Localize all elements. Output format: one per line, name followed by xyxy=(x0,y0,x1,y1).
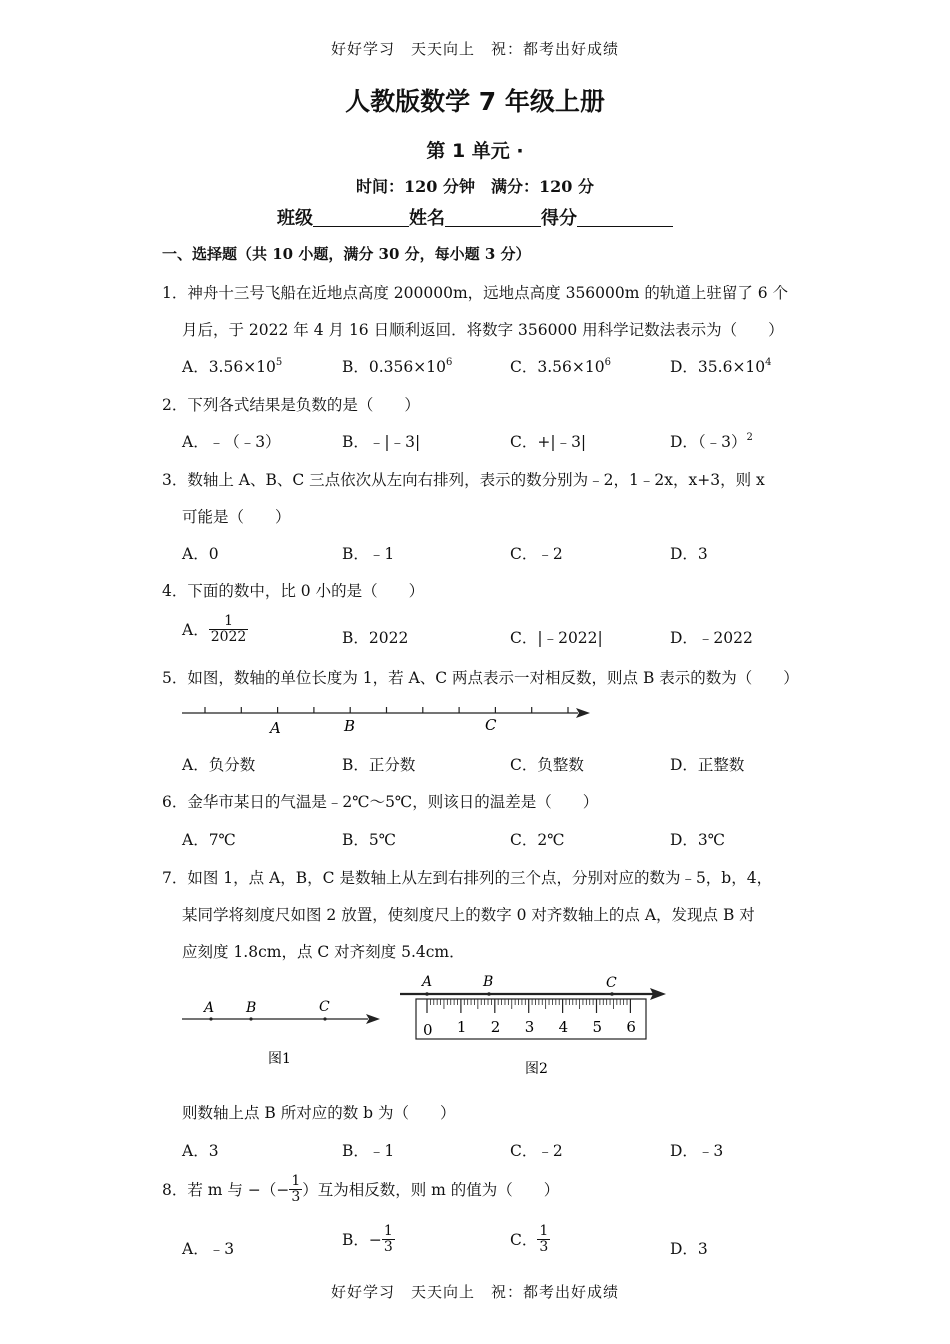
q4-option-d: D．﹣2022 xyxy=(670,629,753,647)
fig2-label-c: C xyxy=(606,975,617,991)
fig2-caption: 图2 xyxy=(525,1061,548,1077)
q5-ticks xyxy=(205,707,568,713)
q7-line3: 应刻度 1.8cm，点 C 对齐刻度 5.4cm． xyxy=(182,943,465,961)
name-blank[interactable] xyxy=(445,208,541,227)
q3-line2: 可能是（ ） xyxy=(182,508,291,526)
q8-option-b: B．− $\frac{1}{3}$ xyxy=(342,1223,393,1255)
q5-label-b: B xyxy=(344,717,356,735)
class-label: 班级 xyxy=(277,208,313,229)
q2-option-a: A．﹣（﹣3） xyxy=(182,433,281,451)
fig1-axis-arrow xyxy=(366,1014,380,1024)
q6-line1: 6．金华市某日的气温是﹣2℃～5℃，则该日的温差是（ ） xyxy=(162,793,599,811)
q7-line2: 某同学将刻度尺如图 2 放置，使刻度尺上的数字 0 对齐数轴上的点 A，发现点 B 对 xyxy=(182,906,755,924)
q1-line2: 月后，于 2022 年 4 月 16 日顺利返回．将数字 356000 用科学记数法表示为（ ） xyxy=(182,321,784,339)
q5-axis-arrow xyxy=(576,708,590,718)
fig2-label-b: B xyxy=(483,974,494,990)
q5-option-d: D．正整数 xyxy=(670,756,745,774)
q1-option-d: D．$35.6\times 10^4$ xyxy=(670,357,772,376)
q7-option-d: D．﹣3 xyxy=(670,1142,724,1160)
q8-option-a: A．﹣3 xyxy=(182,1240,235,1258)
q5-option-b: B．正分数 xyxy=(342,756,416,774)
q7-figure-2 xyxy=(396,970,676,1080)
score-label: 得分 xyxy=(541,208,577,229)
ruler-number: 6 xyxy=(626,1018,636,1036)
page-title: 人教版数学 7 年级上册 xyxy=(345,87,605,116)
q3-option-c: C．﹣2 xyxy=(510,545,563,563)
fig1-label-a: A xyxy=(204,1000,215,1016)
fig2-point-a xyxy=(425,992,429,996)
q4-option-c: C．|﹣2022| xyxy=(510,629,603,647)
class-blank[interactable] xyxy=(313,208,409,227)
q5-option-c: C．负整数 xyxy=(510,756,584,774)
q8-option-c: C． $\frac{1}{3}$ xyxy=(510,1223,549,1255)
q1-option-a: A．$3.56\times 10^5$ xyxy=(182,357,283,376)
fig1-label-c: C xyxy=(319,999,330,1015)
ruler-number: 4 xyxy=(558,1018,569,1036)
ruler-number: 1 xyxy=(456,1018,467,1036)
q5-label-c: C xyxy=(485,716,497,734)
q4-option-a: A． $\frac{1}{2022}$ xyxy=(182,613,247,645)
q7-figure-1 xyxy=(178,995,388,1075)
footer-motto: 好好学习 天天向上 祝：都考出好成绩 xyxy=(330,1283,619,1301)
q8-line1: 8．若 m 与 −（− $\frac{1}{3}$ ）互为相反数，则 m 的值为（ ） xyxy=(162,1173,560,1205)
ruler-number: 0 xyxy=(423,1021,433,1039)
q7-option-b: B．﹣1 xyxy=(342,1142,395,1160)
student-info-line xyxy=(0,204,950,230)
q8-option-d: D．3 xyxy=(670,1240,708,1258)
score-blank[interactable] xyxy=(577,208,673,227)
q3-option-b: B．﹣1 xyxy=(342,545,395,563)
q1-line1: 1．神舟十三号飞船在近地点高度 200000m，远地点高度 356000m 的轨道上驻留了 6 个 xyxy=(162,284,789,302)
q7-option-a: A．3 xyxy=(182,1142,219,1160)
time-score-info: 时间：120 分钟 满分：120 分 xyxy=(356,177,594,196)
q1-option-b: B．$0.356\times 10^6$ xyxy=(342,357,453,376)
unit-heading: 第 1 单元 · xyxy=(426,140,524,162)
q3-line1: 3．数轴上 A、B、C 三点依次从左向右排列，表示的数分别为﹣2，1﹣2x，x+3，则 x xyxy=(162,471,765,489)
q5-number-line-figure xyxy=(178,700,598,742)
ruler-number: 3 xyxy=(524,1018,535,1036)
q6-option-d: D．3℃ xyxy=(670,831,726,849)
ruler-number: 2 xyxy=(490,1018,501,1036)
fig1-caption: 图1 xyxy=(268,1051,291,1067)
section-heading: 一、选择题（共 10 小题，满分 30 分，每小题 3 分） xyxy=(162,245,531,263)
q5-label-a: A xyxy=(270,719,281,737)
q2-line1: 2．下列各式结果是负数的是（ ） xyxy=(162,396,420,414)
q2-option-b: B．﹣|﹣3| xyxy=(342,433,421,451)
header-motto: 好好学习 天天向上 祝：都考出好成绩 xyxy=(330,40,619,58)
q3-option-d: D．3 xyxy=(670,545,708,563)
q6-option-a: A．7℃ xyxy=(182,831,236,849)
q4-option-b: B．2022 xyxy=(342,629,409,647)
ruler-number: 5 xyxy=(592,1018,603,1036)
q7-option-c: C．﹣2 xyxy=(510,1142,563,1160)
name-label: 姓名 xyxy=(409,208,445,229)
q2-option-d: D．（﹣3）$^2$ xyxy=(670,432,753,451)
q5-option-a: A．负分数 xyxy=(182,756,256,774)
q6-option-c: C．2℃ xyxy=(510,831,565,849)
q7-line1: 7．如图 1，点 A，B，C 是数轴上从左到右排列的三个点，分别对应的数为﹣5，b，4， xyxy=(162,869,773,887)
q3-option-a: A．0 xyxy=(182,545,219,563)
fig1-point-c xyxy=(323,1017,326,1020)
fig1-point-a xyxy=(209,1017,212,1020)
fig2-point-b xyxy=(487,992,491,996)
fig1-label-b: B xyxy=(246,1000,257,1016)
fig2-point-c xyxy=(610,992,614,996)
q2-option-c: C．+|﹣3| xyxy=(510,433,587,451)
q6-option-b: B．5℃ xyxy=(342,831,397,849)
q4-line1: 4．下面的数中，比 0 小的是（ ） xyxy=(162,582,425,600)
q7-question: 则数轴上点 B 所对应的数 b 为（ ） xyxy=(182,1104,456,1122)
q1-option-c: C．$3.56\times 10^6$ xyxy=(510,357,611,376)
fig2-label-a: A xyxy=(422,974,433,990)
q5-line1: 5．如图，数轴的单位长度为 1，若 A、C 两点表示一对相反数，则点 B 表示的数为（ ） xyxy=(162,669,799,687)
fig1-point-b xyxy=(249,1017,252,1020)
